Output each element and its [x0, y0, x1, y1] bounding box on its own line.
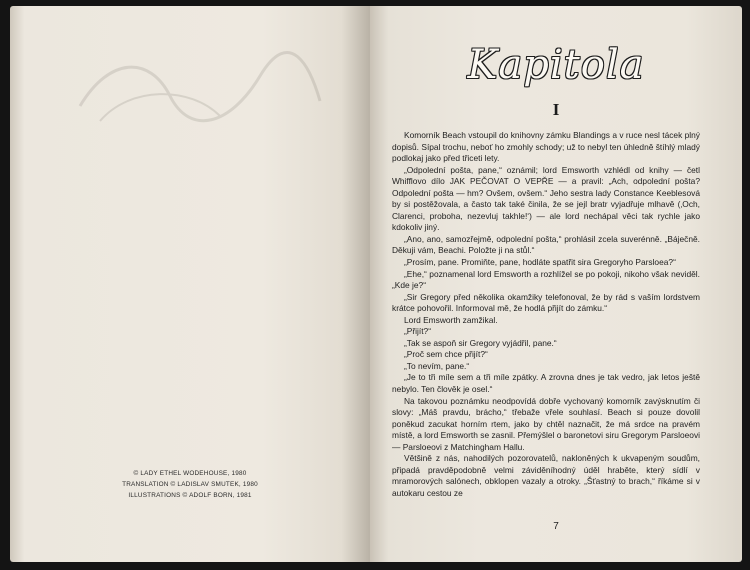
copyright-author: © LADY ETHEL WODEHOUSE, 1980 [133, 470, 247, 477]
paragraph: Většině z nás, nahodilých pozorovatelů, nakloněných k ukvapeným soudům, připadá pravděpodobně velmi záviděníhodný úděl hraběte, který sídlí v mramorových salónech, obklopen vazaly a otroky. „Šťastný to brach,“ říkáme si v autokaru cestou ze [392, 453, 700, 498]
paragraph: Lord Emsworth zamžikal. [404, 314, 498, 325]
copyright-illustrations: ILLUSTRATIONS © ADOLF BORN, 1981 [128, 492, 252, 499]
paragraph: „Tak se aspoň sir Gregory vyjádřil, pane.“ [404, 337, 557, 348]
chapter-number: I [552, 100, 560, 119]
paragraph: „Přijít?“ [404, 326, 431, 337]
right-page [370, 6, 742, 562]
paragraph: „Je to tři míle sem a tři míle zpátky. A zrovna dnes je tak vedro, jak letos ještě nebylo. Ten člověk je osel.“ [392, 372, 700, 395]
paragraph: Na takovou poznámku neodpovídá dobře vychovaný komorník zavýsknutím či slovy: „Máš pravdu, brácho,“ třebaže vřele souhlasí. Beach si pouze dovolil poněkud zacukat horním rtem, jako by chtěl naznačit, že má srdce na pravém místě, a lord Emsworth se zasnil. Přemýšlel o baronetovi siru Gregorym Parsloeovi — Parsloeovi z Matchingham Hallu. [392, 395, 700, 452]
paragraph: „To nevím, pane.“ [404, 360, 470, 371]
paragraph: „Proč sem chce přijít?“ [404, 349, 488, 360]
left-page [10, 6, 370, 562]
paragraph: „Odpolední pošta, pane,“ oznámil; lord Emsworth vzhlédl od knihy — četl Whifflovo dílo JAK PEČOVAT O VEPŘE — a pravil: „Ach, odpolední pošta? Odpolední pošta — hm? Ovšem, ovšem.“ Jeho sestra lady Constance Keeblesová by si postěžovala, a často tak také činila, že se jejl bratr vyjadřuje mlhavě (‚Och, Clarenci, proboha, nezevluj takhle!‘) — ale lord nechápal věci tak rychle jako kdokoliv jiný. [392, 164, 700, 233]
chapter-text [392, 130, 700, 500]
paragraph: „Prosím, pane. Promiňte, pane, hodláte spatřit sira Gregoryho Parsloea?“ [404, 257, 676, 268]
paragraph: „Sir Gregory před několika okamžiky telefonoval, že by rád s vaším lordstvem krátce pohovořil. Informoval mě, že hodlá přijít do zámku.“ [392, 291, 700, 314]
copyright-translation: TRANSLATION © LADISLAV SMUTEK, 1980 [122, 481, 258, 488]
paragraph: „Ano, ano, samozřejmě, odpolední pošta,“ prohlásil zcela suverénně. „Báječně. Děkuji vám, Beachi. Položte ji na stůl.“ [392, 233, 700, 256]
show-through-illustration [70, 46, 330, 136]
chapter-heading: Kapitola [467, 42, 645, 88]
copyright-block [10, 468, 370, 501]
paragraph: „Ehe,“ poznamenal lord Emsworth a rozhlížel se po pokoji, nikoho však neviděl. „Kde je?“ [392, 268, 700, 291]
book-spread [10, 6, 742, 562]
paragraph: Komorník Beach vstoupil do knihovny zámku Blandings a v ruce nesl tácek plný dopisů. Sípal trochu, neboť ho zmohly schody; už to nebyl ten úhledně štíhlý mladý podlokaj jako před třiceti lety. [392, 130, 700, 164]
page-number: 7 [553, 521, 559, 532]
heading-wrap [370, 42, 742, 88]
